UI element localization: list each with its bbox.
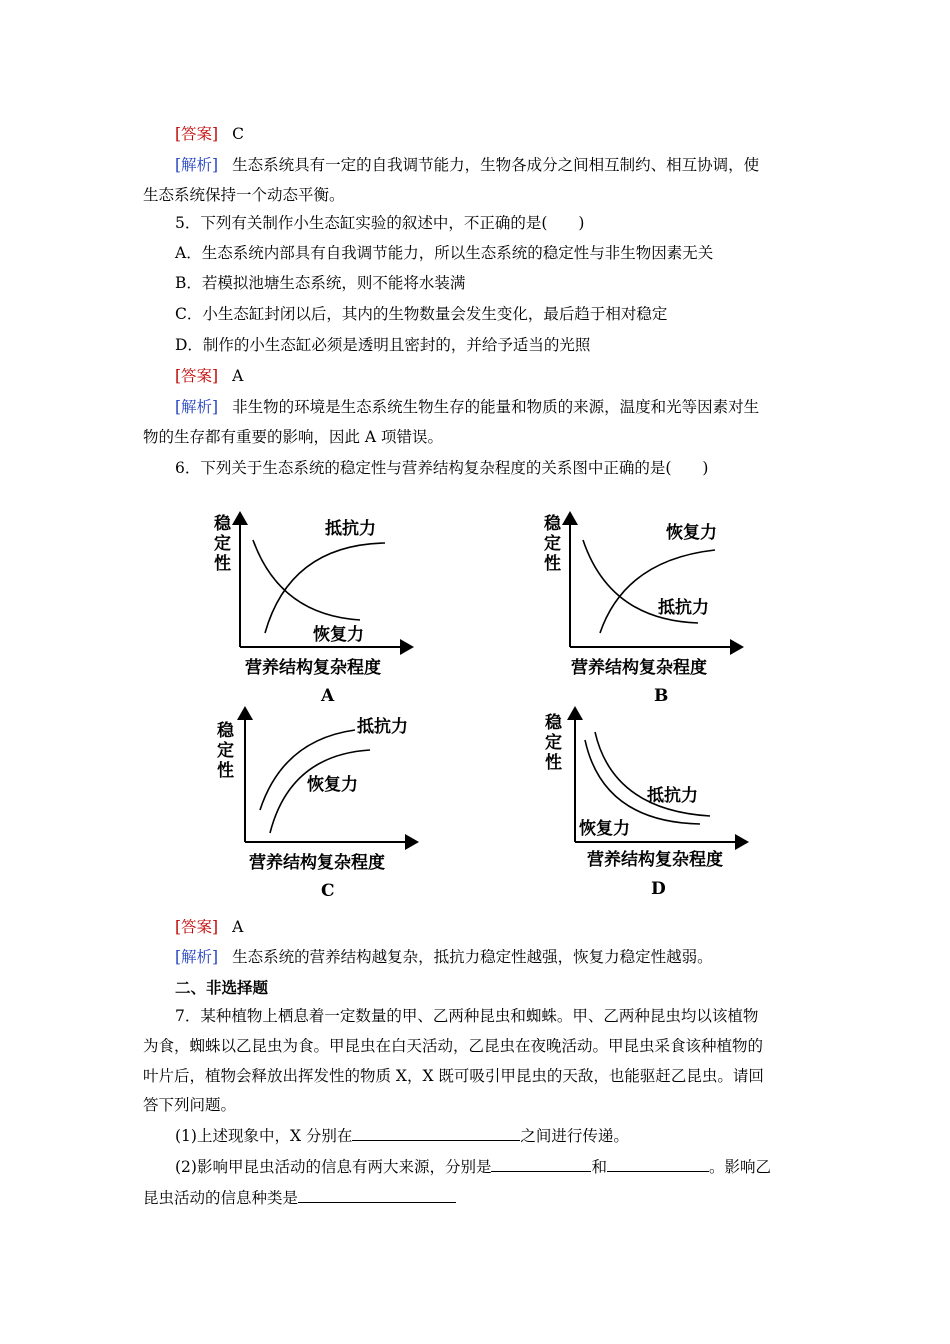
series-label: 恢复力 (666, 523, 717, 543)
ylabel-char: 稳 (217, 721, 234, 741)
q5-option-d: D．制作的小生态缸必须是透明且密封的，并给予适当的光照 (175, 336, 591, 354)
ylabel-char: 性 (545, 753, 562, 773)
q7-sub1-text: (1)上述现象中，X 分别在 (175, 1127, 353, 1145)
ylabel-char: 定 (545, 733, 562, 753)
graph-c (205, 700, 435, 905)
series-line-recovery (600, 550, 715, 633)
q5-analysis-cont: 物的生存都有重要的影响，因此 A 项错误。 (143, 428, 444, 446)
ylabel-char: 性 (544, 554, 561, 574)
q7-line: 叶片后，植物会释放出挥发性的物质 X，X 既可吸引甲昆虫的天敌，也能驱赶乙昆虫。请回 (143, 1067, 764, 1085)
q6-answer-line (175, 916, 815, 938)
analysis-text: 生态系统具有一定的自我调节能力，生物各成分之间相互制约、相互协调，使 (232, 156, 760, 174)
graph-b (530, 505, 760, 710)
q7-sub2 (175, 1156, 815, 1178)
x-axis-label: 营养结构复杂程度 (587, 850, 723, 870)
answer-blank[interactable] (298, 1188, 456, 1203)
q7-sub2-text: 昆虫活动的信息种类是 (143, 1189, 299, 1207)
q5-answer-line (175, 365, 815, 387)
q5-analysis-line (175, 396, 815, 418)
x-axis-label: 营养结构复杂程度 (249, 853, 385, 873)
q5-option-c: C．小生态缸封闭以后，其内的生物数量会发生变化，最后趋于相对稳定 (175, 305, 668, 323)
answer-value: C (232, 125, 244, 143)
ylabel-char: 稳 (544, 514, 561, 534)
series-label: 抵抗力 (647, 786, 698, 806)
graph-title: C (321, 881, 335, 901)
q7-sub1 (175, 1125, 815, 1147)
analysis-text: 生态系统的营养结构越复杂，抵抗力稳定性越强，恢复力稳定性越弱。 (232, 948, 713, 966)
q5-option-a: A．生态系统内部具有自我调节能力，所以生态系统的稳定性与非生物因素无关 (175, 244, 714, 262)
answer-tag: [答案] (175, 918, 219, 936)
q7-sub2-text: 和 (591, 1158, 607, 1176)
q7-sub2-cont (143, 1187, 813, 1209)
answer-value: A (232, 918, 244, 936)
graph-title: B (654, 686, 669, 706)
answer-tag: [答案] (175, 125, 219, 143)
graph-d (535, 700, 765, 905)
graph-title: D (651, 879, 666, 899)
x-axis-label: 营养结构复杂程度 (571, 658, 707, 678)
ylabel-char: 性 (214, 554, 231, 574)
ylabel-char: 稳 (545, 713, 562, 733)
answer-value: A (232, 367, 244, 385)
series-line-recovery (253, 540, 360, 620)
series-label: 恢复力 (579, 819, 630, 839)
ylabel-char: 定 (214, 534, 231, 554)
answer-blank[interactable] (491, 1157, 591, 1172)
q5-option-b: B．若模拟池塘生态系统，则不能将水装满 (175, 274, 466, 292)
analysis-tag: [解析] (175, 156, 219, 174)
ylabel-char: 性 (217, 761, 234, 781)
ylabel-char: 定 (217, 741, 234, 761)
q4-answer-line (175, 123, 815, 145)
q7-sub2-text: 。影响乙 (708, 1158, 771, 1176)
q4-analysis-line (175, 154, 815, 176)
analysis-tag: [解析] (175, 398, 219, 416)
q7-line: 答下列问题。 (143, 1096, 237, 1114)
answer-blank[interactable] (607, 1157, 709, 1172)
series-label: 抵抗力 (325, 519, 376, 539)
q7-sub2-text: (2)影响甲昆虫活动的信息有两大来源，分别是 (175, 1158, 492, 1176)
graph-title: A (321, 686, 335, 706)
section-title: 二、非选择题 (175, 978, 269, 997)
answer-tag: [答案] (175, 367, 219, 385)
q6-stem: 6．下列关于生态系统的稳定性与营养结构复杂程度的关系图中正确的是( ) (175, 459, 709, 477)
q6-analysis-line (175, 946, 815, 968)
answer-blank[interactable] (352, 1126, 520, 1141)
analysis-tag: [解析] (175, 948, 219, 966)
ylabel-char: 定 (544, 534, 561, 554)
series-label: 恢复力 (307, 775, 358, 795)
q7-line: 7．某种植物上栖息着一定数量的甲、乙两种昆虫和蜘蛛。甲、乙两种昆虫均以该植物 (175, 1007, 759, 1025)
ylabel-char: 稳 (214, 514, 231, 534)
q7-sub1-text: 之间进行传递。 (520, 1127, 629, 1145)
q7-line: 为食，蜘蛛以乙昆虫为食。甲昆虫在白天活动，乙昆虫在夜晚活动。甲昆虫采食该种植物的 (143, 1037, 764, 1055)
series-label: 抵抗力 (658, 598, 709, 618)
q5-stem: 5．下列有关制作小生态缸实验的叙述中，不正确的是( ) (175, 214, 585, 232)
series-line-resistance (260, 730, 355, 810)
analysis-text: 非生物的环境是生态系统生物生存的能量和物质的来源，温度和光等因素对生 (232, 398, 760, 416)
graph-a (200, 505, 430, 710)
series-label: 恢复力 (313, 625, 364, 645)
x-axis-label: 营养结构复杂程度 (245, 658, 381, 678)
q4-analysis-cont: 生态系统保持一个动态平衡。 (143, 186, 345, 204)
series-label: 抵抗力 (357, 717, 408, 737)
